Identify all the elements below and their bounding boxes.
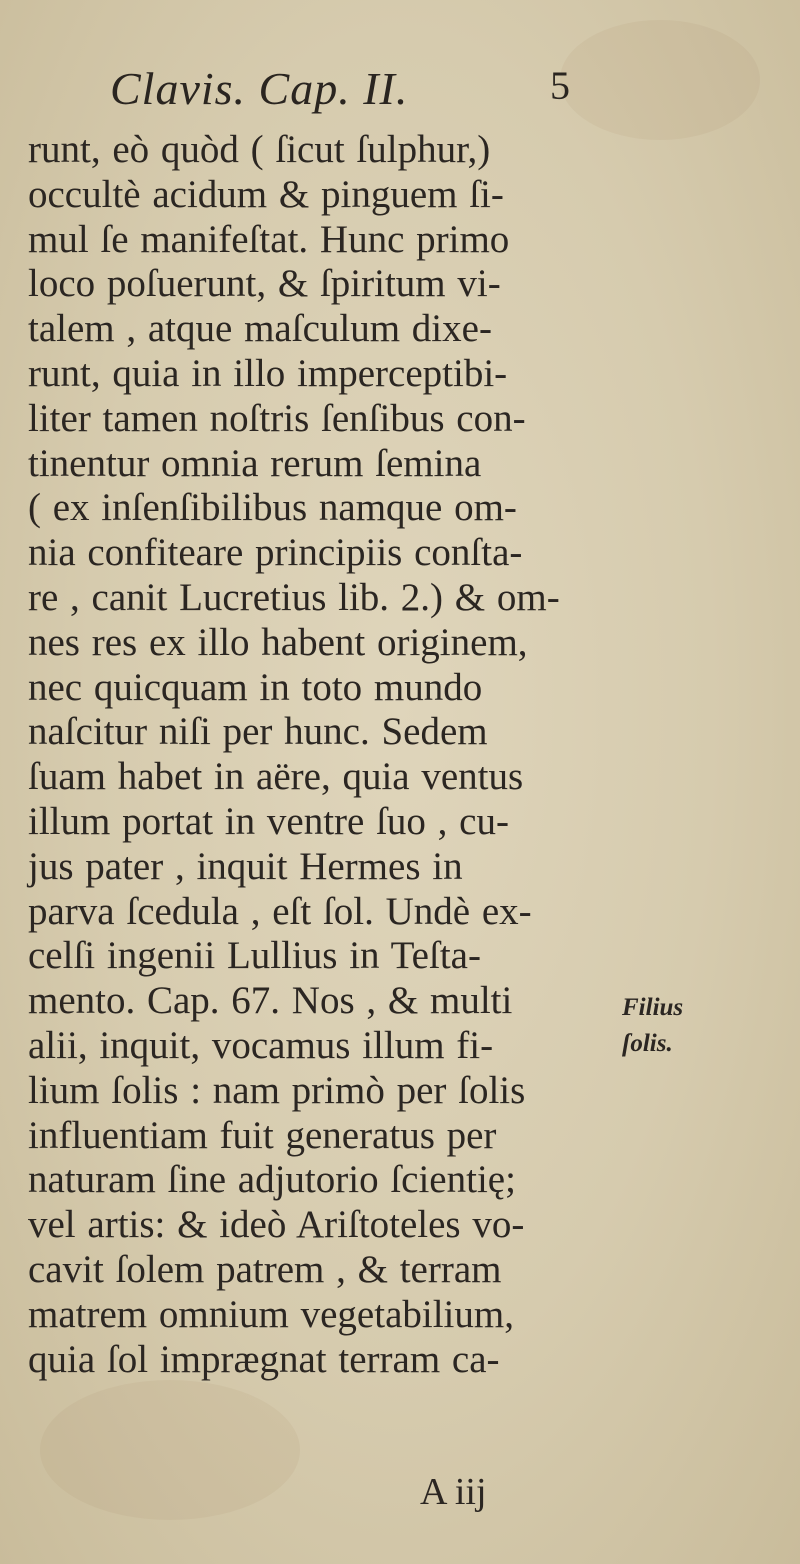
text-line: nec quicquam in toto mundo [28, 665, 483, 709]
body-text [28, 128, 588, 1382]
text-line: re , canit Lucretius lib. 2.) & om- [28, 575, 560, 619]
text-line: liter tamen noſtris ſenſibus con- [28, 396, 526, 440]
text-line: naturam ſine adjutorio ſcientię; [28, 1158, 516, 1202]
text-line: influentiam fuit generatus per [28, 1113, 497, 1157]
text-line: loco poſuerunt, & ſpiritum vi- [28, 262, 501, 306]
text-line: mul ſe manifeſtat. Hunc primo [28, 217, 510, 261]
page-number: 5 [550, 63, 570, 108]
text-line: jus pater , inquit Hermes in [28, 844, 463, 888]
text-line: runt, quia in illo imperceptibi- [28, 351, 508, 395]
text-line: naſcitur niſi per hunc. Sedem [28, 710, 488, 754]
text-line: quia ſol imprægnat terram ca- [28, 1337, 500, 1381]
running-head [110, 62, 570, 122]
text-line: lium ſolis : nam primò per ſolis [28, 1068, 526, 1112]
text-line: nia confiteare principiis conſta- [28, 531, 523, 575]
text-line: celſi ingenii Lullius in Teſta- [28, 934, 481, 978]
paper-stain [560, 20, 760, 140]
marginal-note [622, 990, 683, 1062]
text-line: nes res ex illo habent originem, [28, 620, 528, 664]
text-line: runt, eò quòd ( ſicut ſulphur,) [28, 128, 491, 171]
text-line: cavit ſolem patrem , & terram [28, 1247, 502, 1291]
text-line: ſuam habet in aëre, quia ventus [28, 755, 524, 799]
paper-stain [40, 1380, 300, 1520]
text-line: parva ſcedula , eſt ſol. Undè ex- [28, 889, 532, 933]
text-line: ( ex inſenſibilibus namque om- [28, 486, 517, 530]
text-line: vel artis: & ideò Ariſtoteles vo- [28, 1203, 525, 1247]
running-head-title: Clavis. Cap. II. [110, 63, 409, 114]
marginal-note-line: Filius [622, 994, 684, 1021]
text-line: matrem omnium vegetabilium, [28, 1292, 514, 1336]
signature-mark: A iij [420, 1471, 487, 1513]
text-line: talem , atque maſculum dixe- [28, 307, 492, 351]
text-line: occultè acidum & pinguem ſi- [28, 172, 504, 216]
text-line: alii, inquit, vocamus illum fi- [28, 1023, 494, 1067]
marginal-note-line: ſolis. [622, 1030, 673, 1057]
text-line: tinentur omnia rerum ſemina [28, 441, 482, 485]
text-line: illum portat in ventre ſuo , cu- [28, 799, 509, 843]
text-line: mento. Cap. 67. Nos , & multi [28, 979, 513, 1023]
